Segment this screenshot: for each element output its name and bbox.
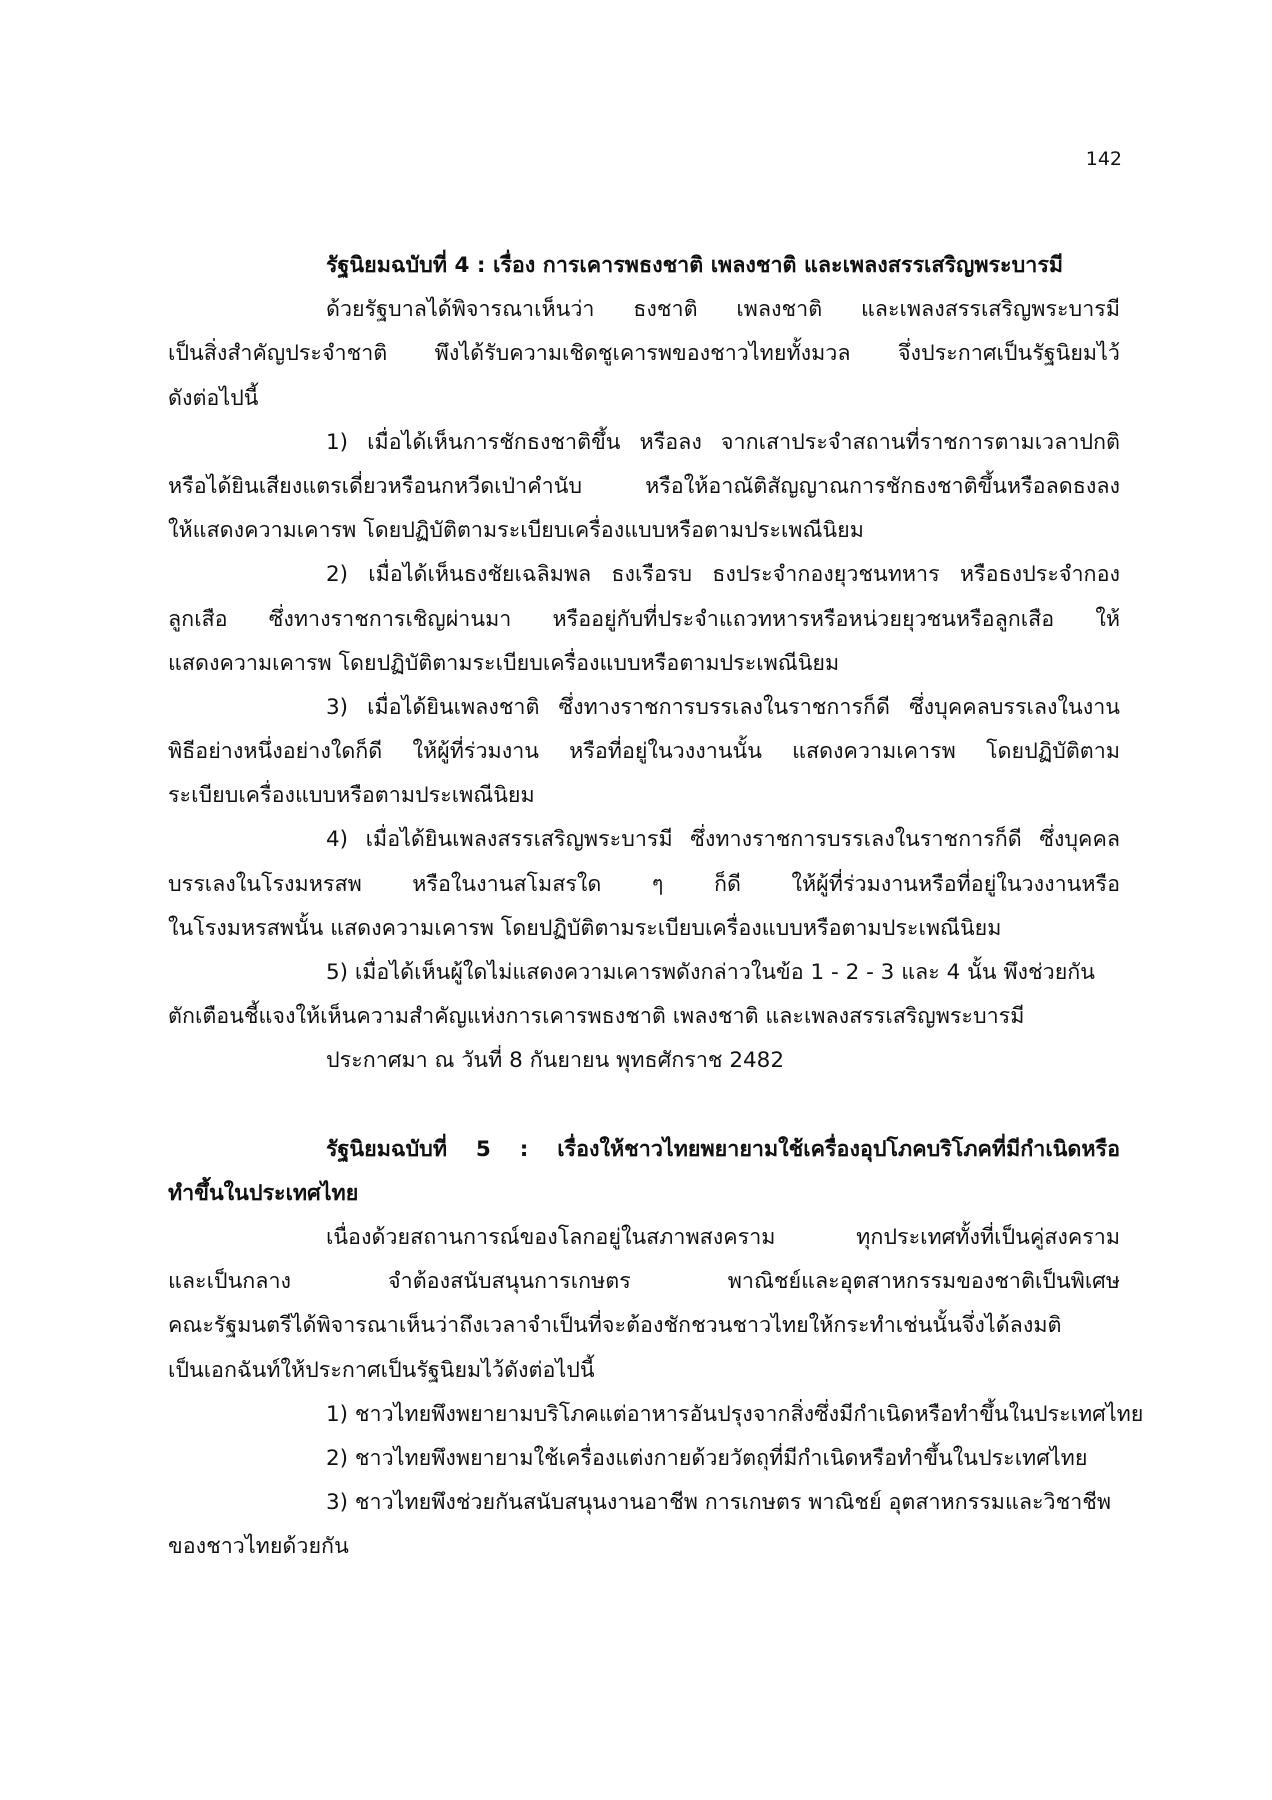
section5-intro-line: คณะรัฐมนตรีได้พิจารณาเห็นว่าถึงเวลาจำเป็นที่จะต้องชักชวนชาวไทยให้กระทำเช่นนั้นจึ่งได้ลงมติ xyxy=(168,1313,1062,1339)
section4-intro-line: ด้วยรัฐบาลได้พิจารณาเห็นว่า ธงชาติ เพลงชาติ และเพลงสรรเสริญพระบารมี xyxy=(326,297,1120,323)
section-gap xyxy=(168,1084,1120,1128)
section5-item-3-line: 3) ชาวไทยพึงช่วยกันสนับสนุนงานอาชีพ การเกษตร พาณิชย์ อุตสาหกรรมและวิชาชีพ xyxy=(326,1490,1112,1516)
section4-item-4-line: 4) เมื่อได้ยินเพลงสรรเสริญพระบารมี ซึ่งทางราชการบรรเลงในราชการก็ดี ซึ่งบุคคล xyxy=(326,827,1120,853)
section5-item-2-line: 2) ชาวไทยพึงพยายามใช้เครื่องแต่งกายด้วยวัตถุที่มีกำเนิดหรือทำขึ้นในประเทศไทย xyxy=(326,1445,1088,1471)
section4-title: รัฐนิยมฉบับที่ 4 : เรื่อง การเคารพธงชาติ เพลงชาติ และเพลงสรรเสริญพระบารมี xyxy=(326,253,1064,278)
section4-item-2-line: แสดงความเคารพ โดยปฏิบัติตามระเบียบเครื่องแบบหรือตามประเพณีนิยม xyxy=(168,650,840,676)
section4-item-3-line: ระเบียบเครื่องแบบหรือตามประเพณีนิยม xyxy=(168,783,535,809)
section4-item-1-line: 1) เมื่อได้เห็นการชักธงชาติขึ้น หรือลง จากเสาประจำสถานที่ราชการตามเวลาปกติ xyxy=(326,429,1120,455)
section4-item-5-line: ตักเตือนชี้แจงให้เห็นความสำคัญแห่งการเคารพธงชาติ เพลงชาติ และเพลงสรรเสริญพระบารมี xyxy=(168,1004,1025,1030)
document-body xyxy=(168,244,1144,1569)
section5-title-line: รัฐนิยมฉบับที่ 5 : เรื่องให้ชาวไทยพยายามใช้เครื่องอุปโภคบริโภคที่มีกำเนิดหรือ xyxy=(326,1136,1120,1162)
section4-item-1-line: ให้แสดงความเคารพ โดยปฏิบัติตามระเบียบเครื่องแบบหรือตามประเพณีนิยม xyxy=(168,518,864,544)
section5-intro-line: เป็นเอกฉันท์ให้ประกาศเป็นรัฐนิยมไว้ดังต่อไปนี้ xyxy=(168,1357,595,1383)
section5-item-3-line: ของชาวไทยด้วยกัน xyxy=(168,1534,349,1560)
section5-intro-line: เนื่องด้วยสถานการณ์ของโลกอยู่ในสภาพสงคราม ทุกประเทศทั้งที่เป็นคู่สงคราม xyxy=(326,1224,1120,1250)
section4-item-1-line: หรือได้ยินเสียงแตรเดี่ยวหรือนกหวีดเป่าคำนับ หรือให้อาณัติสัญญาณการชักธงชาติขึ้นหรือลดธงลง xyxy=(168,473,1120,499)
section4-item-3-line: พิธีอย่างหนึ่งอย่างใดก็ดี ให้ผู้ที่ร่วมงาน หรือที่อยู่ในวงงานนั้น แสดงความเคารพ โดยปฏิบัติตาม xyxy=(168,739,1120,765)
section4-item-2-line: ลูกเสือ ซึ่งทางราชการเชิญผ่านมา หรืออยู่กับที่ประจำแถวทหารหรือหน่วยยุวชนหรือลูกเสือ ให้ xyxy=(168,606,1120,632)
section4-announcement-date: ประกาศมา ณ วันที่ 8 กันยายน พุทธศักราช 2482 xyxy=(326,1048,785,1074)
section4-intro-line: ดังต่อไปนี้ xyxy=(168,385,259,411)
section4-item-3-line: 3) เมื่อได้ยินเพลงชาติ ซึ่งทางราชการบรรเลงในราชการก็ดี ซึ่งบุคคลบรรเลงในงาน xyxy=(326,694,1120,720)
section4-item-2-line: 2) เมื่อได้เห็นธงชัยเฉลิมพล ธงเรือรบ ธงประจำกองยุวชนทหาร หรือธงประจำกอง xyxy=(326,562,1120,588)
section5-intro-line: และเป็นกลาง จำต้องสนับสนุนการเกษตร พาณิชย์และอุตสาหกรรมของชาติเป็นพิเศษ xyxy=(168,1269,1120,1295)
section4-intro-line: เป็นสิ่งสำคัญประจำชาติ พึงได้รับความเชิดชูเคารพของชาวไทยทั้งมวล จึ่งประกาศเป็นรัฐนิยมไว้ xyxy=(168,341,1120,367)
section4-item-4-line: บรรเลงในโรงมหรสพ หรือในงานสโมสรใด ๆ ก็ดี ให้ผู้ที่ร่วมงานหรือที่อยู่ในวงงานหรือ xyxy=(168,871,1120,897)
section5-item-1-line: 1) ชาวไทยพึงพยายามบริโภคแต่อาหารอันปรุงจากสิ่งซึ่งมีกำเนิดหรือทำขึ้นในประเทศไทย xyxy=(326,1401,1144,1427)
section4-item-5-line: 5) เมื่อได้เห็นผู้ใดไม่แสดงความเคารพดังกล่าวในข้อ 1 - 2 - 3 และ 4 นั้น พึงช่วยกัน xyxy=(326,960,1096,985)
section4-item-4-line: ในโรงมหรสพนั้น แสดงความเคารพ โดยปฏิบัติตามระเบียบเครื่องแบบหรือตามประเพณีนิยม xyxy=(168,915,1002,941)
section5-title-line: ทำขึ้นในประเทศไทย xyxy=(168,1180,359,1206)
page-number: 142 xyxy=(1085,148,1122,170)
